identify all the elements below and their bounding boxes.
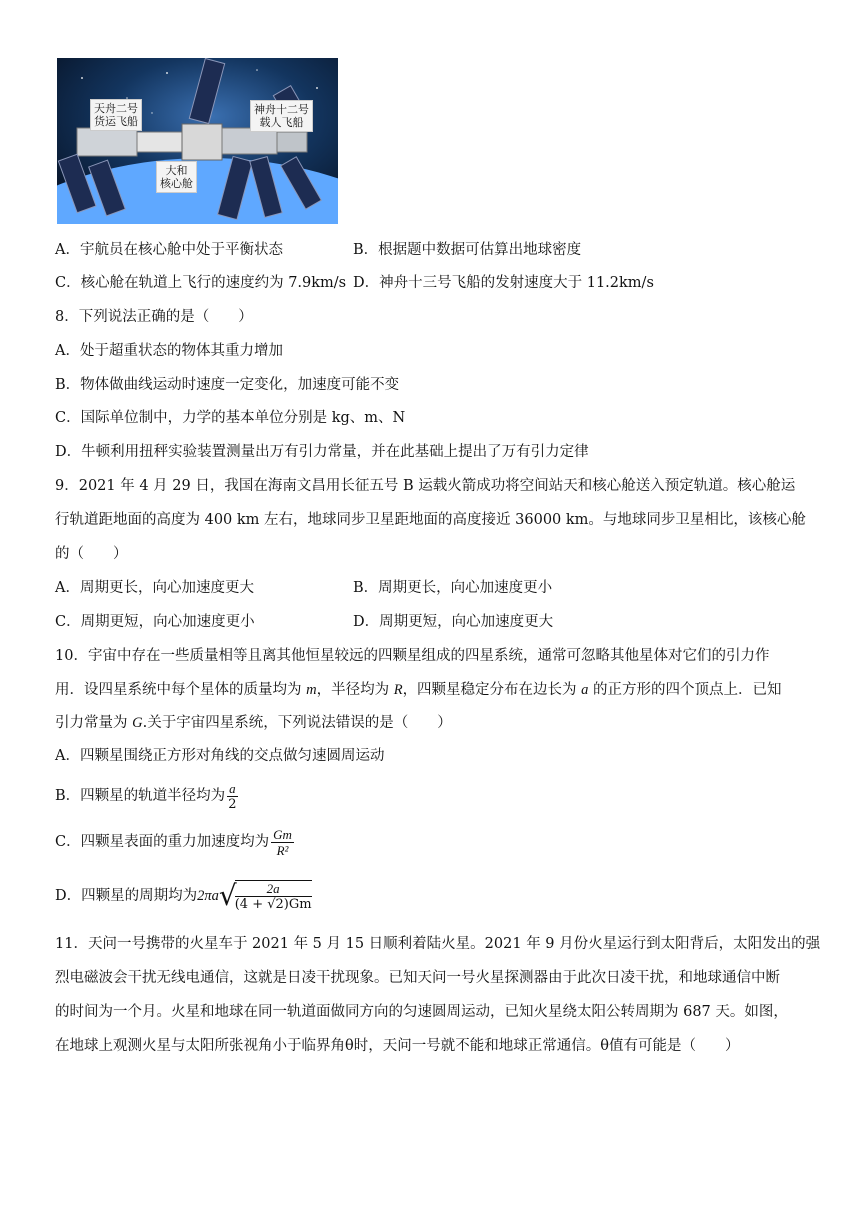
fraction-numerator: Gm bbox=[273, 826, 292, 842]
q9-option-c: C．周期更短，向心加速度更小 bbox=[55, 614, 255, 630]
label-crew-line1: 神舟十二号 bbox=[254, 103, 309, 116]
fraction-a-over-2 bbox=[227, 781, 238, 812]
q9-option-b: B．周期更长，向心加速度更小 bbox=[353, 580, 553, 596]
q8-option-c: C．国际单位制中，力学的基本单位分别是 kg、m、N bbox=[55, 410, 406, 426]
var-m: m bbox=[306, 682, 317, 698]
q9-option-a: A．周期更长，向心加速度更大 bbox=[55, 580, 254, 596]
q10-option-a: A．四颗星围绕正方形对角线的交点做匀速圆周运动 bbox=[55, 748, 385, 764]
fraction-sqrt-body bbox=[235, 880, 312, 912]
label-core-line1: 大和 bbox=[165, 164, 188, 177]
fraction-denominator: 2 bbox=[228, 796, 237, 812]
var-a: a bbox=[581, 682, 589, 698]
label-crew-ship bbox=[250, 100, 313, 132]
q9-stem-line1: 9．2021 年 4 月 29 日，我国在海南文昌用长征五号 B 运载火箭成功将空间站天和核心舱送入预定轨道。核心舱运 bbox=[55, 478, 796, 494]
label-core-module bbox=[156, 161, 197, 193]
period-prefix: 2πa bbox=[197, 888, 219, 904]
q10-option-b bbox=[55, 776, 240, 816]
q10-text-3b: .关于宇宙四星系统，下列说法错误的是（ ） bbox=[142, 715, 452, 731]
q7-option-d: D．神舟十三号飞船的发射速度大于 11.2km/s bbox=[353, 275, 654, 291]
q11-stem-line2: 烈电磁波会干扰无线电通信，这就是日凌干扰现象。已知天问一号火星探测器由于此次日凌干扰，和地球通信中断 bbox=[55, 970, 780, 986]
q10-text-2b: ，半径均为 bbox=[316, 682, 394, 698]
sqrt-sign-icon: √ bbox=[218, 879, 237, 912]
var-G: G bbox=[132, 715, 143, 731]
label-core-line2: 核心舱 bbox=[160, 177, 193, 190]
label-cargo-line1: 天舟二号 bbox=[94, 102, 138, 115]
q10-stem-line1: 10．宇宙中存在一些质量相等且离其他恒星较远的四颗星组成的四星系统，通常可忽略其他星体对它们的引力作 bbox=[55, 648, 770, 664]
fraction-gm-over-r2 bbox=[271, 827, 294, 858]
q9-stem-line2: 行轨道距地面的高度为 400 km 左右，地球同步卫星距地面的高度接近 36000 km。与地球同步卫星相比，该核心舱 bbox=[55, 512, 806, 528]
q8-option-d: D．牛顿利用扭秤实验装置测量出万有引力常量，并在此基础上提出了万有引力定律 bbox=[55, 444, 589, 460]
q11-stem-line4: 在地球上观测火星与太阳所张视角小于临界角θ时，天问一号就不能和地球正常通信。θ值有可能是（ ） bbox=[55, 1038, 740, 1054]
q10-text-2c: ，四颗星稳定分布在边长为 bbox=[402, 682, 582, 698]
q7-option-b: B．根据题中数据可估算出地球密度 bbox=[353, 242, 582, 258]
q8-option-a: A．处于超重状态的物体其重力增加 bbox=[55, 343, 283, 359]
label-cargo-ship bbox=[90, 99, 142, 131]
fraction-denominator: (4 + √2)Gm bbox=[234, 897, 312, 912]
space-station-illustration bbox=[57, 58, 338, 224]
var-R: R bbox=[393, 682, 403, 698]
q9-stem-line3: 的（ ） bbox=[55, 546, 128, 562]
q10-option-d bbox=[55, 874, 314, 918]
q10-stem-line3 bbox=[55, 713, 452, 733]
fraction-numerator: a bbox=[229, 780, 236, 796]
q7-option-c: C．核心舱在轨道上飞行的速度约为 7.9km/s bbox=[55, 275, 347, 291]
label-cargo-line2: 货运飞船 bbox=[94, 115, 138, 128]
q10-option-c bbox=[55, 822, 296, 862]
q10-option-b-text: B．四颗星的轨道半径均为 bbox=[55, 788, 226, 804]
q10-option-c-text: C．四颗星表面的重力加速度均为 bbox=[55, 834, 270, 850]
space-station-figure bbox=[57, 58, 338, 224]
q10-option-d-text: D．四颗星的周期均为 bbox=[55, 888, 198, 904]
q10-text-3a: 引力常量为 bbox=[55, 715, 133, 731]
q10-text-2d: 的正方形的四个顶点上．已知 bbox=[588, 682, 782, 698]
fraction-denominator: R² bbox=[276, 842, 289, 858]
label-crew-line2: 载人飞船 bbox=[259, 116, 304, 129]
q9-option-d: D．周期更短，向心加速度更大 bbox=[353, 614, 554, 630]
q10-stem-line2 bbox=[55, 680, 782, 700]
fraction-numerator: 2a bbox=[235, 881, 312, 897]
q7-option-a: A．宇航员在核心舱中处于平衡状态 bbox=[55, 242, 283, 258]
q11-stem-line3: 的时间为一个月。火星和地球在同一轨道面做同方向的匀速圆周运动，已知火星绕太阳公转周期为 687 天。如图， bbox=[55, 1004, 788, 1020]
q11-stem-line1: 11．天问一号携带的火星车于 2021 年 5 月 15 日顺利着陆火星。2021 年 9 月份火星运行到太阳背后，太阳发出的强 bbox=[55, 936, 821, 952]
q8-option-b: B．物体做曲线运动时速度一定变化，加速度可能不变 bbox=[55, 377, 400, 393]
q10-text-2a: 用．设四星系统中每个星体的质量均为 bbox=[55, 682, 307, 698]
q8-stem: 8．下列说法正确的是（ ） bbox=[55, 309, 253, 325]
